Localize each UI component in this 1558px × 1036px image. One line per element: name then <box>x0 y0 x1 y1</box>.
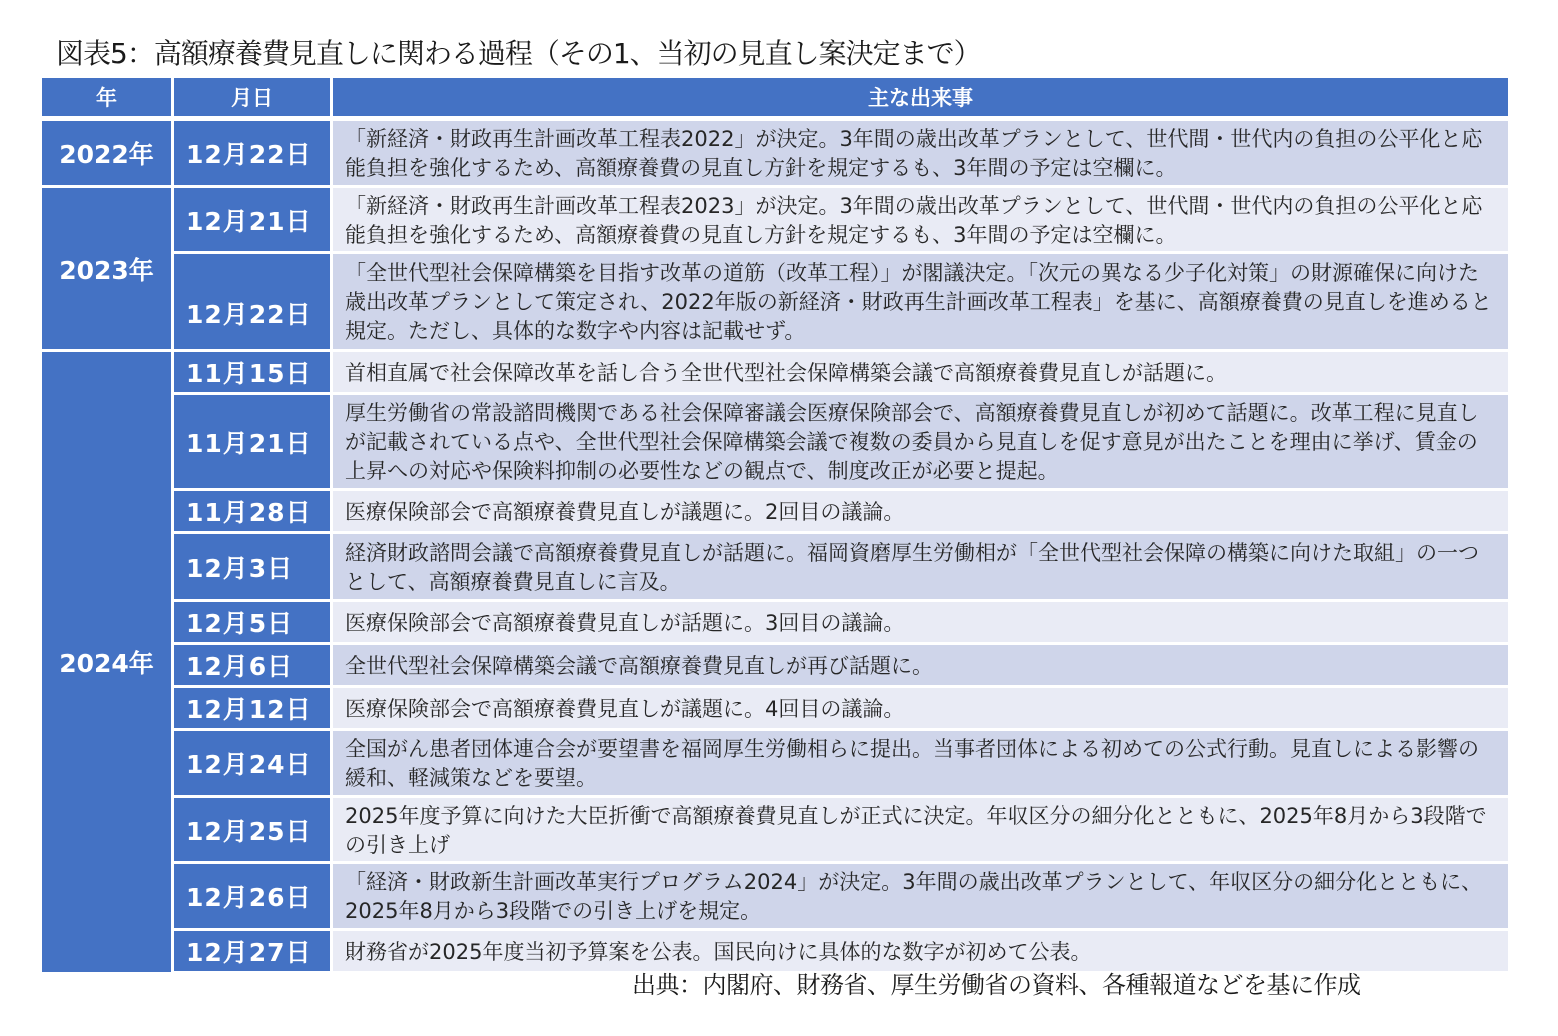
table-row <box>174 395 1508 491</box>
header-event: 主な出来事 <box>333 78 1508 116</box>
table-row <box>174 864 1508 931</box>
event-cell: 「新経済・財政再生計画改革工程表2023」が決定。3年間の歳出改革プランとして、世代間・世代内の負担の公平化と応能負担を強化するため、高額療養費の見直し方針を規定するも、3年間の予定は空欄に。 <box>333 188 1508 251</box>
event-cell: 「全世代型社会保障構築を目指す改革の道筋（改革工程）」が閣議決定。「次元の異なる少子化対策」の財源確保に向けた歳出改革プランとして策定され、2022年版の新経済・財政再生計画改革工程表」を基に、高額療養費の見直しを進めると規定。ただし、具体的な数字や内容は記載せず。 <box>333 254 1508 349</box>
date-cell: 12月12日 <box>174 688 330 728</box>
timeline-table <box>42 78 1508 972</box>
date-cell: 12月5日 <box>174 602 330 642</box>
table-row <box>174 121 1508 188</box>
date-cell: 11月21日 <box>174 395 330 488</box>
table-row <box>174 491 1508 534</box>
table-row <box>174 931 1508 971</box>
event-rows <box>174 121 1508 972</box>
date-cell: 12月22日 <box>174 254 330 349</box>
date-cell: 12月21日 <box>174 188 330 251</box>
event-cell: 全国がん患者団体連合会が要望書を福岡厚生労働相らに提出。当事者団体による初めての公式行動。見直しによる影響の緩和、軽減策などを要望。 <box>333 731 1508 795</box>
year-cell-2022: 2022年 <box>42 121 171 188</box>
table-row <box>174 352 1508 395</box>
header-year: 年 <box>42 78 171 116</box>
date-cell: 12月6日 <box>174 645 330 685</box>
event-cell: 医療保険部会で高額療養費見直しが議題に。4回目の議論。 <box>333 688 1508 728</box>
date-cell: 11月28日 <box>174 491 330 531</box>
year-cell-2023: 2023年 <box>42 188 171 352</box>
year-cell-2024: 2024年 <box>42 352 171 972</box>
date-cell: 12月22日 <box>174 121 330 185</box>
event-cell: 2025年度予算に向けた大臣折衝で高額療養費見直しが正式に決定。年収区分の細分化とともに、2025年8月から3段階での引き上げ <box>333 798 1508 861</box>
table-row <box>174 602 1508 645</box>
date-cell: 11月15日 <box>174 352 330 392</box>
header-date: 月日 <box>174 78 330 116</box>
table-row <box>174 254 1508 352</box>
event-cell: 経済財政諮問会議で高額療養費見直しが話題に。福岡資磨厚生労働相が「全世代型社会保障の構築に向けた取組」の一つとして、高額療養費見直しに言及。 <box>333 534 1508 599</box>
table-header <box>42 78 1508 116</box>
event-cell: 「経済・財政新生計画改革実行プログラム2024」が決定。3年間の歳出改革プランとして、年収区分の細分化とともに、2025年8月から3段階での引き上げを規定。 <box>333 864 1508 928</box>
table-row <box>174 534 1508 602</box>
event-cell: 医療保険部会で高額療養費見直しが話題に。3回目の議論。 <box>333 602 1508 642</box>
date-cell: 12月26日 <box>174 864 330 928</box>
event-cell: 財務省が2025年度当初予算案を公表。国民向けに具体的な数字が初めて公表。 <box>333 931 1508 971</box>
figure-title: 図表5：高額療養費見直しに関わる過程（その1、当初の見直し案決定まで） <box>56 37 981 70</box>
event-cell: 全世代型社会保障構築会議で高額療養費見直しが再び話題に。 <box>333 645 1508 685</box>
table-row <box>174 645 1508 688</box>
year-column <box>42 121 171 972</box>
date-cell: 12月24日 <box>174 731 330 795</box>
event-cell: 「新経済・財政再生計画改革工程表2022」が決定。3年間の歳出改革プランとして、世代間・世代内の負担の公平化と応能負担を強化するため、高額療養費の見直し方針を規定するも、3年間の予定は空欄に。 <box>333 121 1508 185</box>
event-cell: 首相直属で社会保障改革を話し合う全世代型社会保障構築会議で高額療養費見直しが話題に。 <box>333 352 1508 392</box>
date-cell: 12月3日 <box>174 534 330 599</box>
table-row <box>174 731 1508 798</box>
table-row <box>174 688 1508 731</box>
event-cell: 厚生労働省の常設諮問機関である社会保障審議会医療保険部会で、高額療養費見直しが初めて話題に。改革工程に見直しが記載されている点や、全世代型社会保障構築会議で複数の委員から見直しを促す意見が出たことを理由に挙げ、賃金の上昇への対応や保険料抑制の必要性などの観点で、制度改正が必要と提起。 <box>333 395 1508 488</box>
table-row <box>174 188 1508 254</box>
source-note: 出典：内閣府、財務省、厚生労働省の資料、各種報道などを基に作成 <box>632 971 1361 999</box>
date-cell: 12月27日 <box>174 931 330 971</box>
table-row <box>174 798 1508 864</box>
date-cell: 12月25日 <box>174 798 330 861</box>
table-body <box>42 121 1508 972</box>
event-cell: 医療保険部会で高額療養費見直しが議題に。2回目の議論。 <box>333 491 1508 531</box>
